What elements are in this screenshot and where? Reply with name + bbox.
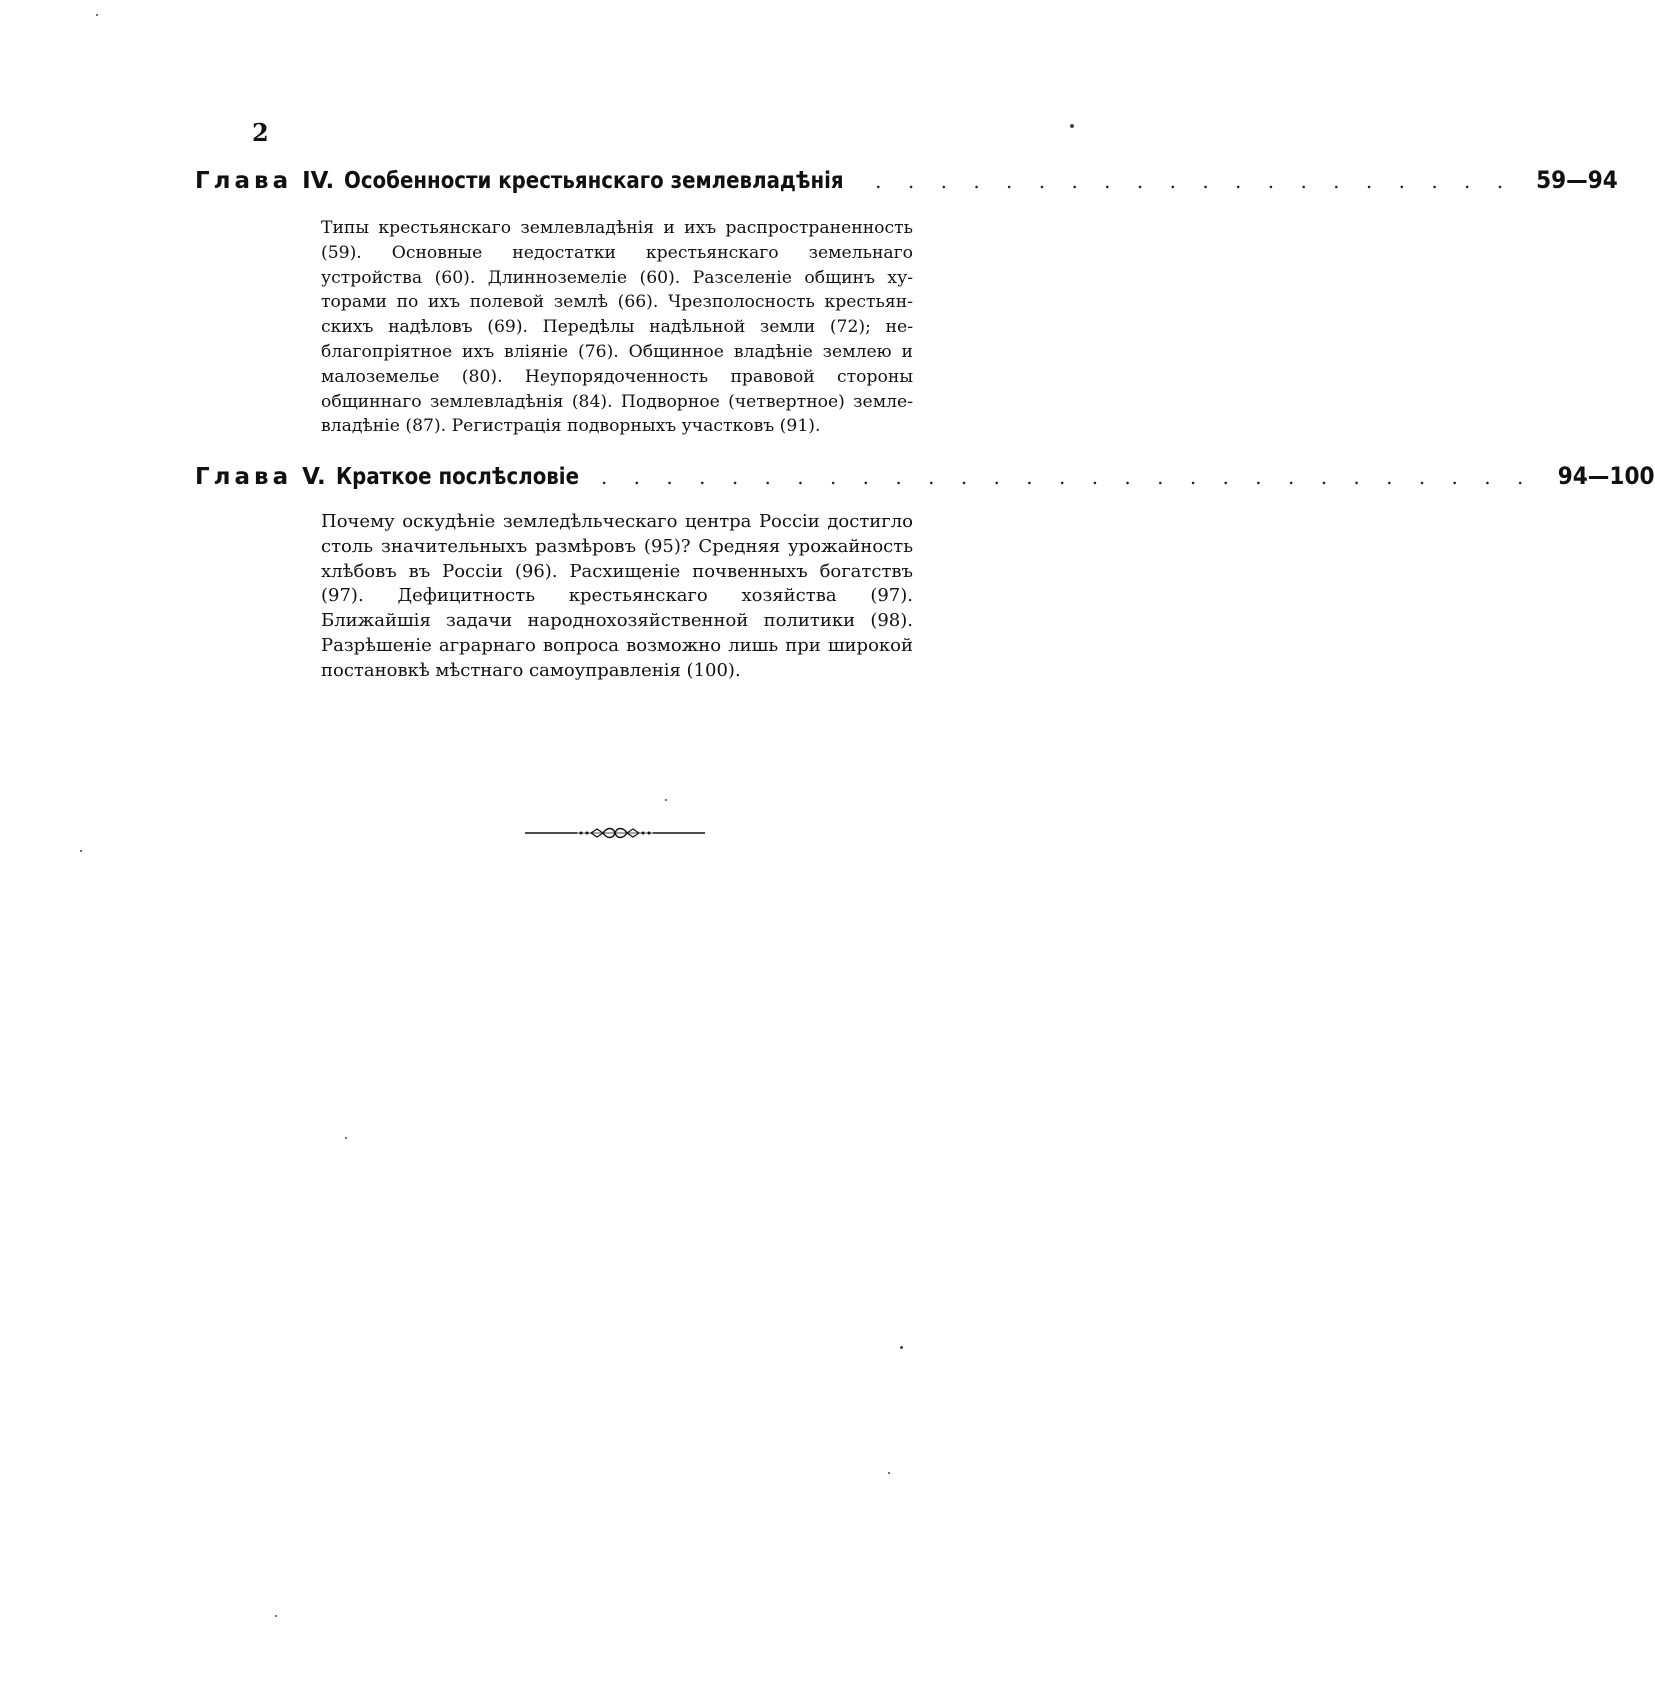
chapter-entry-5	[195, 462, 1655, 684]
print-speck	[1070, 124, 1074, 128]
decorative-rule-icon	[525, 826, 705, 840]
chapter-numeral: V.	[302, 464, 326, 490]
chapter-summary: Типы крестьянскаго землевладѣнія и ихъ распространенность (59). Основные недостатки крестьянскаго земельнаго устройства (60). Длинноземеліе (60). Разселеніе общинъ хуторами по ихъ полевой землѣ (66). Чрезполосность крестьянскихъ надѣловъ (69). Передѣлы надѣльной земли (72); неблагопріятное ихъ вліяніе (76). Общинное владѣніе землею и малоземелье (80). Неупорядоченность правовой стороны общиннаго землевладѣнія (84). Подворное (четвертное) землевладѣніе (87). Регистрація подворныхъ участковъ (91).	[321, 218, 913, 437]
print-speck	[80, 850, 82, 852]
chapter-entry-4	[195, 166, 1618, 439]
chapter-heading	[195, 462, 1655, 490]
print-speck	[900, 1346, 903, 1349]
print-speck	[275, 1615, 277, 1617]
print-speck	[665, 799, 667, 801]
chapter-numeral: IV.	[302, 168, 335, 194]
page-number: 2	[252, 118, 269, 147]
chapter-page-range: 59—94	[1536, 166, 1618, 194]
chapter-label: Глава	[195, 464, 293, 490]
chapter-page-range: 94—100	[1558, 462, 1655, 490]
chapter-label: Глава	[195, 168, 293, 194]
dot-leader: . . . . . . . . . . . . . . . . . . . .	[875, 169, 1514, 193]
print-speck	[888, 1472, 890, 1474]
chapter-title: Краткое послѣсловіе	[335, 464, 579, 490]
print-speck	[345, 1137, 347, 1139]
chapter-title: Особенности крестьянскаго землевладѣнія	[344, 168, 844, 194]
chapter-heading	[195, 166, 1618, 194]
chapter-summary: Почему оскудѣніе земледѣльческаго центра Россіи достигло столь значительныхъ размѣровъ (95)? Средняя урожайность хлѣбовъ въ Россіи (96). Расхищеніе почвенныхъ богатствъ (97). Дефицитность крестьянскаго хозяйства (97). Ближайшія задачи народнохозяйственной политики (98). Разрѣшеніе аграрнаго вопроса возможно лишь при широкой постановкѣ мѣстнаго самоуправленія (100).	[321, 511, 913, 681]
print-speck	[96, 14, 98, 16]
dot-leader: . . . . . . . . . . . . . . . . . . . . . . . . . . . . . .	[568, 465, 1534, 489]
